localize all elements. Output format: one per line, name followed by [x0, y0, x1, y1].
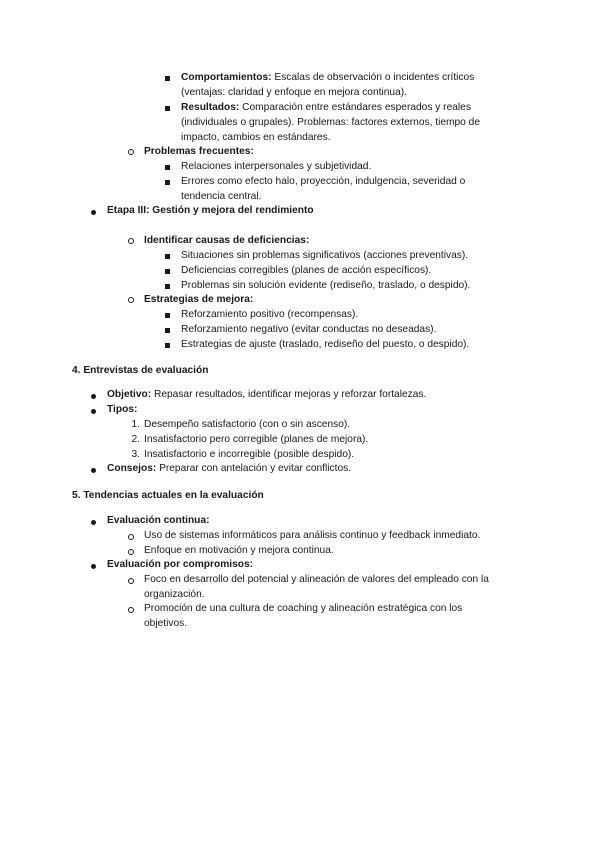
resultados-label: Resultados: — [181, 102, 240, 113]
estrategias-heading: Estrategias de mejora: — [144, 294, 254, 305]
consejos-label: Consejos: — [107, 463, 157, 474]
estrategias-item-3: Estrategias de ajuste (traslado, rediseño del puesto, o despido). — [181, 339, 470, 350]
causas-item-2: Deficiencias corregibles (planes de acción específicos). — [181, 265, 432, 276]
causas-item-1: Situaciones sin problemas significativos (acciones preventivas). — [181, 250, 469, 261]
section-5-heading: 5. Tendencias actuales en la evaluación — [72, 490, 264, 501]
compromisos-item-2-line-2: objetivos. — [144, 618, 188, 629]
tipos-label: Tipos: — [107, 404, 138, 415]
compromisos-item-2-line-1: Promoción de una cultura de coaching y alineación estratégica con los — [144, 603, 463, 614]
square-bullet-icon — [165, 269, 170, 274]
circle-bullet-icon — [128, 297, 134, 303]
problemas-item-1: Relaciones interpersonales y subjetividad. — [181, 161, 372, 172]
circle-bullet-icon — [128, 534, 134, 540]
circle-bullet-icon — [128, 238, 134, 244]
etapa-3-heading: Etapa III: Gestión y mejora del rendimiento — [107, 205, 314, 216]
resultados-line-2: (individuales o grupales). Problemas: factores externos, tiempo de — [181, 117, 480, 128]
square-bullet-icon — [165, 284, 170, 289]
section-4-heading: 4. Entrevistas de evaluación — [72, 365, 209, 376]
objetivo-label: Objetivo: — [107, 389, 152, 400]
objetivo-text: Repasar resultados, identificar mejoras y reforzar fortalezas. — [151, 389, 427, 400]
square-bullet-icon — [165, 328, 170, 333]
disc-bullet-icon — [91, 564, 96, 569]
comportamientos-label: Comportamientos: — [181, 72, 272, 83]
continua-item-1: Uso de sistemas informáticos para análisis continuo y feedback inmediato. — [144, 530, 481, 541]
disc-bullet-icon — [91, 210, 96, 215]
resultados-line-1 — [181, 101, 471, 115]
resultados-line-3: impacto, cambios en estándares. — [181, 132, 331, 143]
causas-item-3: Problemas sin solución evidente (rediseño, traslado, o despido). — [181, 280, 471, 291]
disc-bullet-icon — [91, 394, 96, 399]
square-bullet-icon — [165, 180, 170, 185]
resultados-text: Comparación entre estándares esperados y reales — [239, 102, 471, 113]
disc-bullet-icon — [91, 468, 96, 473]
evaluacion-compromisos-label: Evaluación por compromisos: — [107, 559, 254, 570]
disc-bullet-icon — [91, 520, 96, 525]
square-bullet-icon — [165, 165, 170, 170]
tipos-item-1: Desempeño satisfactorio (con o sin ascenso). — [144, 419, 351, 430]
problemas-frecuentes-heading: Problemas frecuentes: — [144, 146, 254, 157]
problemas-item-2-line-2: tendencia central. — [181, 191, 262, 202]
compromisos-item-1-line-1: Foco en desarrollo del potencial y alineación de valores del empleado con la — [144, 574, 489, 585]
estrategias-item-2: Reforzamiento negativo (evitar conductas no deseadas). — [181, 324, 437, 335]
square-bullet-icon — [165, 106, 170, 111]
compromisos-item-1-line-2: organización. — [144, 589, 205, 600]
estrategias-item-1: Reforzamiento positivo (recompensas). — [181, 309, 359, 320]
comportamientos-line-2: (ventajas: claridad y enfoque en mejora continua). — [181, 87, 407, 98]
list-number: 2. — [131, 434, 140, 445]
consejos-line — [107, 462, 351, 476]
list-number: 1. — [131, 419, 140, 430]
comportamientos-text: Escalas de observación o incidentes críticos — [271, 72, 475, 83]
comportamientos-line-1 — [181, 71, 474, 85]
square-bullet-icon — [165, 343, 170, 348]
disc-bullet-icon — [91, 409, 96, 414]
tipos-item-2: Insatisfactorio pero corregible (planes de mejora). — [144, 434, 369, 445]
list-number: 3. — [131, 449, 140, 460]
consejos-text: Preparar con antelación y evitar conflictos. — [156, 463, 352, 474]
square-bullet-icon — [165, 76, 170, 81]
problemas-item-2-line-1: Errores como efecto halo, proyección, indulgencia, severidad o — [181, 176, 466, 187]
square-bullet-icon — [165, 254, 170, 259]
square-bullet-icon — [165, 313, 170, 318]
circle-bullet-icon — [128, 607, 134, 613]
evaluacion-continua-label: Evaluación continua: — [107, 515, 210, 526]
tipos-item-3: Insatisfactorio e incorregible (posible despido). — [144, 449, 355, 460]
circle-bullet-icon — [128, 549, 134, 555]
objetivo-line — [107, 388, 426, 402]
circle-bullet-icon — [128, 578, 134, 584]
causas-heading: Identificar causas de deficiencias: — [144, 235, 310, 246]
continua-item-2: Enfoque en motivación y mejora continua. — [144, 545, 334, 556]
circle-bullet-icon — [128, 149, 134, 155]
